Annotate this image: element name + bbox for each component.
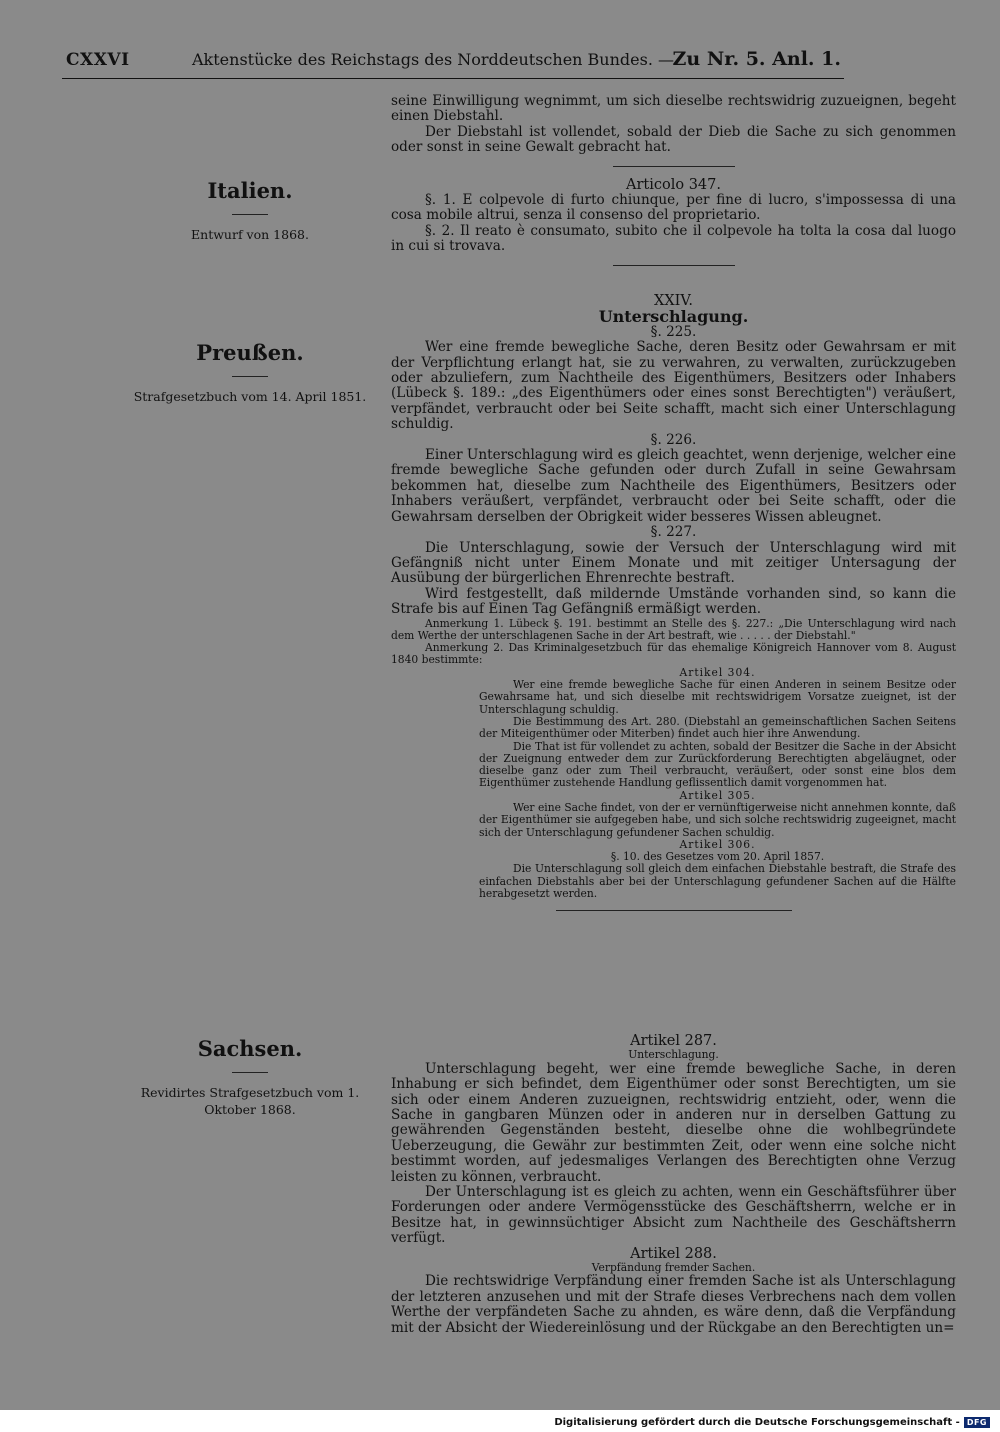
header-title: Aktenstücke des Reichstags des Norddeutschen Bundes. — <box>192 50 675 69</box>
quote-paragraph: Die That ist für vollendet zu achten, sobald der Besitzer die Sache in der Absicht der Zueignung entweder dem zur Zurückforderung Berechtigten abgeläugnet, oder dieselbe ganz oder zum Theil verbraucht, veräußert, oder sonst eine blos dem Eigenthümer zustehende Handlung geflissentlich damit vorgenommen hat. <box>479 739 956 790</box>
chapter-number: XXIV. <box>654 293 693 309</box>
section-rule <box>613 265 735 266</box>
section-paragraph: Einer Unterschlagung wird es gleich geachtet, wenn derjenige, welcher eine fremde bewegliche Sache gefunden oder durch Zufall in seine Gewahrsam bekommen hat, dieselbe zum Nachtheile des Eigenthümers, Besitzers oder Inhabers veräußert, verpfändet, verbraucht oder bei Seite schafft, oder die Gewahrsam derselben der Obrigkeit wider besseres Wissen ableugnet. <box>391 447 956 525</box>
sachsen-source: Revidirtes Strafgesetzbuch vom 1. Oktober 1868. <box>140 1085 360 1117</box>
header-reference: Zu Nr. 5. Anl. 1. <box>672 48 841 70</box>
italien-paragraph: §. 2. Il reato è consumato, subito che il colpevole ha tolta la cosa dal luogo in cui si trovava. <box>391 222 956 255</box>
italien-source: Entwurf von 1868. <box>191 227 309 242</box>
country-sachsen: Sachsen. <box>197 1036 303 1061</box>
hannover-quote <box>391 667 956 901</box>
section-heading: §. 227. <box>650 524 697 541</box>
article-heading: Artikel 288. <box>630 1245 717 1262</box>
main-top <box>391 94 956 277</box>
italien-article-heading: Articolo 347. <box>626 176 721 193</box>
annotation: Anmerkung 1. Lübeck §. 191. bestimmt an Stelle des §. 227.: „Die Unterschlagung wird nach dem Werthe der unterschlagenen Sache in der Art bestraft, wie . . . . . der Diebstahl." <box>391 616 956 642</box>
article-heading: Artikel 304. <box>679 665 756 679</box>
main-preussen <box>391 294 956 915</box>
article-subheading: Verpfändung fremder Sachen. <box>591 1260 756 1274</box>
article-heading: Artikel 306. <box>679 837 756 851</box>
left-rule <box>232 1072 268 1073</box>
article-paragraph: Die rechtswidrige Verpfändung einer fremden Sache ist als Unterschlagung der letzteren anzusehen und mit der Strafe dieses Verbrechens nach dem vollen Werthe der verpfändeten Sache zu ahnden, es wäre denn, daß die Verpfändung mit der Absicht der Wiedereinlösung und der Rückgabe an den Berechtigten un= <box>391 1273 956 1336</box>
quote-paragraph: Wer eine fremde bewegliche Sache für einen Anderen in seinem Besitze oder Gewahrsame hat, und sich dieselbe mit rechtswidrigem Vorsatze zueignet, ist der Unterschlagung schuldig. <box>479 678 956 716</box>
section-rule <box>556 910 792 911</box>
article-subheading: §. 10. des Gesetzes vom 20. April 1857. <box>610 850 825 864</box>
article-paragraph: Unterschlagung begeht, wer eine fremde bewegliche Sache, in deren Inhabung er sich befindet, dem Eigenthümer oder sonst Berechtigten, um sie sich oder einem Anderen zuzueignen, rechtswidrig entzieht, oder, wenn die Sache in gangbaren Münzen oder in anderen nur in derselben Gattung zu gewährenden Gegenständen besteht, dieselbe ohne die wohlbegründete Ueberzeugung, die Gewähr zur bestimmten Zeit, oder wenn eine solche nicht bestimmt worden, auf jedesmaliges Verlangen des Berechtigten ohne Verzug leisten zu können, verbraucht. <box>391 1060 956 1185</box>
italien-paragraph: §. 1. E colpevole di furto chiunque, per fine di lucro, s'impossessa di una cosa mobile altrui, senza il consenso del proprietario. <box>391 192 956 224</box>
running-header <box>66 50 841 74</box>
intro-paragraph: Der Diebstahl ist vollendet, sobald der Dieb die Sache zu sich genommen oder sonst in seine Gewalt gebracht hat. <box>391 123 956 156</box>
section-heading: §. 226. <box>650 431 697 448</box>
quote-paragraph: Die Bestimmung des Art. 280. (Diebstahl an gemeinschaftlichen Sachen Seitens der Miteigenthümer oder Miterben) findet auch hier ihre Anwendung. <box>479 714 956 741</box>
main-sachsen <box>391 1034 956 1336</box>
article-subheading: Unterschlagung. <box>628 1048 719 1062</box>
credit-text: Digitalisierung gefördert durch die Deutsche Forschungsgemeinschaft - <box>554 1416 960 1428</box>
section-heading: §. 225. <box>650 323 697 340</box>
left-rule <box>232 376 268 377</box>
section-paragraph: Wer eine fremde bewegliche Sache, deren Besitz oder Gewahrsam er mit der Verpflichtung erlangt hat, sie zu verwahren, zu verwalten, zurückzugeben oder abzuliefern, zum Nachtheile des Eigenthümers, Besitzers oder Inhabers (Lübeck §. 189.: „des Eigenthümers oder eines sonst Berechtigten") veräußert, verpfändet, verbraucht oder bei Seite schafft, macht sich einer Unterschlagung schuldig. <box>391 339 956 433</box>
article-heading: Artikel 305. <box>679 788 756 802</box>
country-italien: Italien. <box>207 178 293 203</box>
section-rule <box>613 166 735 167</box>
chapter-title: Unterschlagung. <box>598 307 749 327</box>
page-number: CXXVI <box>66 50 130 70</box>
quote-paragraph: Die Unterschlagung soll gleich dem einfachen Diebstahle bestraft, die Strafe des einfachen Diebstahls aber bei der Unterschlagung gefundener Sachen auf die Hälfte herabgesetzt werden. <box>479 862 956 901</box>
country-preussen: Preußen. <box>196 340 304 365</box>
left-italien <box>120 178 380 243</box>
section-paragraph: Wird festgestellt, daß mildernde Umstände vorhanden sind, so kann die Strafe bis auf Einen Tag Gefängniß ermäßigt werden. <box>391 585 956 618</box>
annotation: Anmerkung 2. Das Kriminalgesetzbuch für das ehemalige Königreich Hannover vom 8. August 1840 bestimmte: <box>391 641 956 667</box>
left-sachsen <box>120 1036 380 1118</box>
header-rule <box>62 78 844 79</box>
intro-paragraph: seine Einwilligung wegnimmt, um sich dieselbe rechtswidrig zuzueignen, begeht einen Diebstahl. <box>391 93 956 125</box>
quote-paragraph: Wer eine Sache findet, von der er vernünftigerweise nicht annehmen konnte, daß der Eigenthümer sie aufgegeben habe, und sich solche rechtswidrig zugeeignet, macht sich der Unterschlagung gefundener Sachen schuldig. <box>479 800 956 839</box>
article-paragraph: Der Unterschlagung ist es gleich zu achten, wenn ein Geschäftsführer über Forderungen oder andere Vermögensstücke des Geschäftsherrn, welche er in Besitze hat, in gewinnsüchtiger Absicht zum Nachtheile des Geschäftsherrn verfügt. <box>391 1183 956 1247</box>
left-rule <box>232 214 268 215</box>
digitization-credit <box>554 1414 990 1430</box>
article-heading: Artikel 287. <box>630 1033 717 1049</box>
dfg-logo-icon: DFG <box>964 1417 990 1428</box>
preussen-source: Strafgesetzbuch vom 14. April 1851. <box>133 389 367 404</box>
section-paragraph: Die Unterschlagung, sowie der Versuch der Unterschlagung wird mit Gefängniß nicht unter Einem Monate und mit zeitiger Untersagung der Ausübung der bürgerlichen Ehrenrechte bestraft. <box>391 539 956 587</box>
left-preussen <box>120 340 380 405</box>
